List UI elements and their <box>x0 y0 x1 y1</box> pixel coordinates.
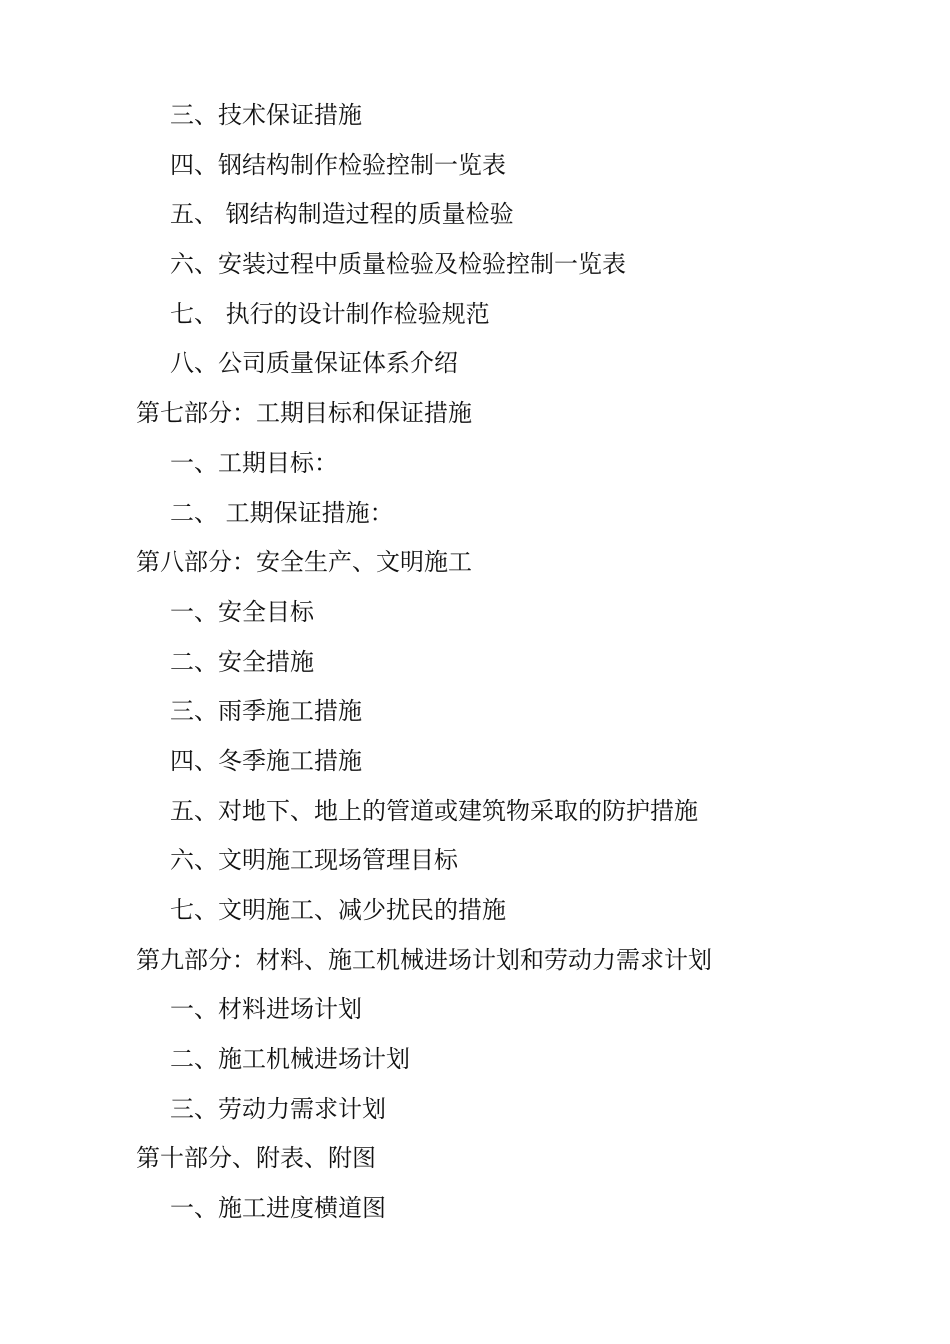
toc-part-heading: 第七部分：工期目标和保证措施 <box>136 399 472 428</box>
toc-part-heading: 第十部分、附表、附图 <box>136 1144 376 1173</box>
toc-entry: 四、钢结构制作检验控制一览表 <box>170 150 506 179</box>
toc-entry: 一、工期目标： <box>170 448 338 477</box>
toc-part-heading: 第九部分：材料、施工机械进场计划和劳动力需求计划 <box>136 945 712 974</box>
toc-entry: 二、施工机械进场计划 <box>170 1045 410 1074</box>
toc-entry: 七、文明施工、减少扰民的措施 <box>170 896 506 924</box>
toc-part-heading: 第八部分：安全生产、文明施工 <box>136 548 472 577</box>
toc-entry: 二、安全措施 <box>170 647 314 676</box>
toc-entry: 一、材料进场计划 <box>170 995 362 1024</box>
toc-entry: 六、文明施工现场管理目标 <box>170 846 458 875</box>
toc-entry: 七、 执行的设计制作检验规范 <box>170 299 490 328</box>
toc-entry: 三、雨季施工措施 <box>170 697 362 726</box>
toc-entry: 六、安装过程中质量检验及检验控制一览表 <box>170 250 626 279</box>
toc-entry: 四、冬季施工措施 <box>170 746 362 775</box>
toc-entry: 五、对地下、地上的管道或建筑物采取的防护措施 <box>170 796 698 825</box>
toc-entry: 二、 工期保证措施： <box>170 498 394 527</box>
toc-entry: 三、劳动力需求计划 <box>170 1094 386 1123</box>
toc-entry: 五、 钢结构制造过程的质量检验 <box>170 200 514 229</box>
toc-entry: 八、公司质量保证体系介绍 <box>170 349 458 378</box>
toc-entry: 一、安全目标 <box>170 597 314 626</box>
toc-entry: 一、施工进度横道图 <box>170 1194 386 1223</box>
table-of-contents <box>0 91 950 1234</box>
toc-entry: 三、技术保证措施 <box>170 101 362 129</box>
